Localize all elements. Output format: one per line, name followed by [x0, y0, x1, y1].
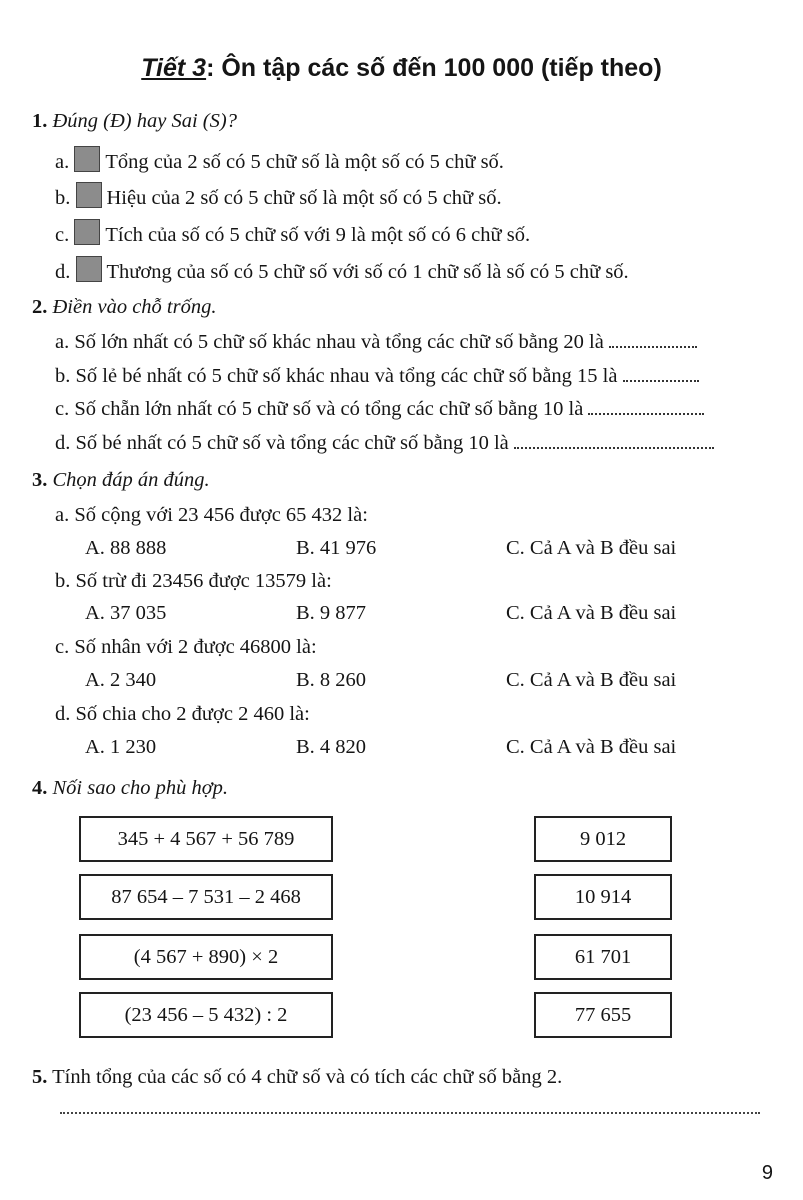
q1-item-label: c.: [55, 224, 70, 246]
q1-item-text: Thương của số có 5 chữ số với số có 1 chữ số là số có 5 chữ số.: [106, 261, 629, 283]
q5-number: 5.: [32, 1066, 48, 1088]
option-a[interactable]: A. 1 230: [85, 736, 157, 758]
q3-question-d: d. Số chia cho 2 được 2 460 là:: [55, 703, 310, 725]
q1-item-b: [55, 182, 502, 210]
q4-heading: [32, 777, 228, 800]
option-c[interactable]: C. Cả A và B đều sai: [506, 669, 677, 691]
match-expression-box[interactable]: 345 + 4 567 + 56 789: [79, 816, 333, 862]
q3-question-c: c. Số nhân với 2 được 46800 là:: [55, 636, 317, 658]
match-result-box[interactable]: 9 012: [534, 816, 672, 862]
match-expression-box[interactable]: (4 567 + 890) × 2: [79, 934, 333, 980]
option-c[interactable]: C. Cả A và B đều sai: [506, 602, 677, 624]
q2-item-text: d. Số bé nhất có 5 chữ số và tổng các chữ số bằng 10 là: [55, 432, 509, 454]
q2-heading: [32, 296, 216, 319]
answer-line[interactable]: [60, 1112, 760, 1114]
q2-item-text: b. Số lẻ bé nhất có 5 chữ số khác nhau và tổng các chữ số bằng 15 là: [55, 365, 618, 387]
q1-item-label: d.: [55, 261, 71, 283]
answer-box[interactable]: [74, 146, 100, 172]
option-b[interactable]: B. 9 877: [296, 602, 367, 624]
q2-item-text: c. Số chẵn lớn nhất có 5 chữ số và có tổng các chữ số bằng 10 là: [55, 398, 584, 420]
fill-blank[interactable]: [609, 332, 697, 348]
option-a[interactable]: A. 2 340: [85, 669, 157, 691]
title-separator: :: [206, 54, 222, 82]
q2-item-b: [55, 365, 699, 388]
q3-number: 3.: [32, 469, 48, 491]
q3-text: Chọn đáp án đúng.: [52, 469, 210, 491]
q4-number: 4.: [32, 777, 48, 799]
q1-text: Đúng (Đ) hay Sai (S)?: [52, 110, 237, 132]
q1-item-a: [55, 146, 504, 174]
q2-item-text: a. Số lớn nhất có 5 chữ số khác nhau và tổng các chữ số bằng 20 là: [55, 331, 604, 353]
q1-item-text: Hiệu của 2 số có 5 chữ số là một số có 5 chữ số.: [106, 187, 502, 209]
match-expression-box[interactable]: (23 456 – 5 432) : 2: [79, 992, 333, 1038]
q2-text: Điền vào chỗ trống.: [52, 296, 217, 318]
q1-item-d: [55, 256, 629, 284]
answer-box[interactable]: [76, 256, 102, 282]
q2-item-c: [55, 398, 704, 421]
q3-heading: [32, 469, 210, 492]
q1-number: 1.: [32, 110, 48, 132]
q1-item-label: b.: [55, 187, 71, 209]
option-c[interactable]: C. Cả A và B đều sai: [506, 537, 677, 559]
q1-item-label: a.: [55, 151, 70, 173]
option-a[interactable]: A. 88 888: [85, 537, 167, 559]
option-c[interactable]: C. Cả A và B đều sai: [506, 736, 677, 758]
title-text: Ôn tập các số đến 100 000 (tiếp theo): [221, 54, 662, 82]
q1-item-c: [55, 219, 530, 247]
page-number: 9: [761, 1162, 773, 1184]
match-result-box[interactable]: 77 655: [534, 992, 672, 1038]
page-title: [0, 54, 803, 83]
match-result-box[interactable]: 10 914: [534, 874, 672, 920]
match-result-box[interactable]: 61 701: [534, 934, 672, 980]
match-expression-box[interactable]: 87 654 – 7 531 – 2 468: [79, 874, 333, 920]
q5-text: Tính tổng của các số có 4 chữ số và có tích các chữ số bằng 2.: [52, 1066, 563, 1088]
answer-box[interactable]: [76, 182, 102, 208]
option-b[interactable]: B. 41 976: [296, 537, 377, 559]
q4-text: Nối sao cho phù hợp.: [52, 777, 229, 799]
fill-blank[interactable]: [514, 433, 714, 449]
q3-question-b: b. Số trừ đi 23456 được 13579 là:: [55, 570, 332, 592]
option-a[interactable]: A. 37 035: [85, 602, 167, 624]
q5-heading: [32, 1066, 562, 1089]
q1-item-text: Tích của số có 5 chữ số với 9 là một số có 6 chữ số.: [105, 224, 531, 246]
q1-item-text: Tổng của 2 số có 5 chữ số là một số có 5 chữ số.: [105, 151, 504, 173]
option-b[interactable]: B. 4 820: [296, 736, 367, 758]
q2-item-d: [55, 432, 714, 455]
option-b[interactable]: B. 8 260: [296, 669, 367, 691]
q1-heading: [32, 110, 237, 133]
q2-item-a: [55, 331, 697, 354]
fill-blank[interactable]: [588, 399, 704, 415]
fill-blank[interactable]: [623, 366, 699, 382]
lesson-label: Tiết 3: [141, 54, 207, 82]
answer-box[interactable]: [74, 219, 100, 245]
q2-number: 2.: [32, 296, 48, 318]
q3-question-a: a. Số cộng với 23 456 được 65 432 là:: [55, 504, 368, 526]
